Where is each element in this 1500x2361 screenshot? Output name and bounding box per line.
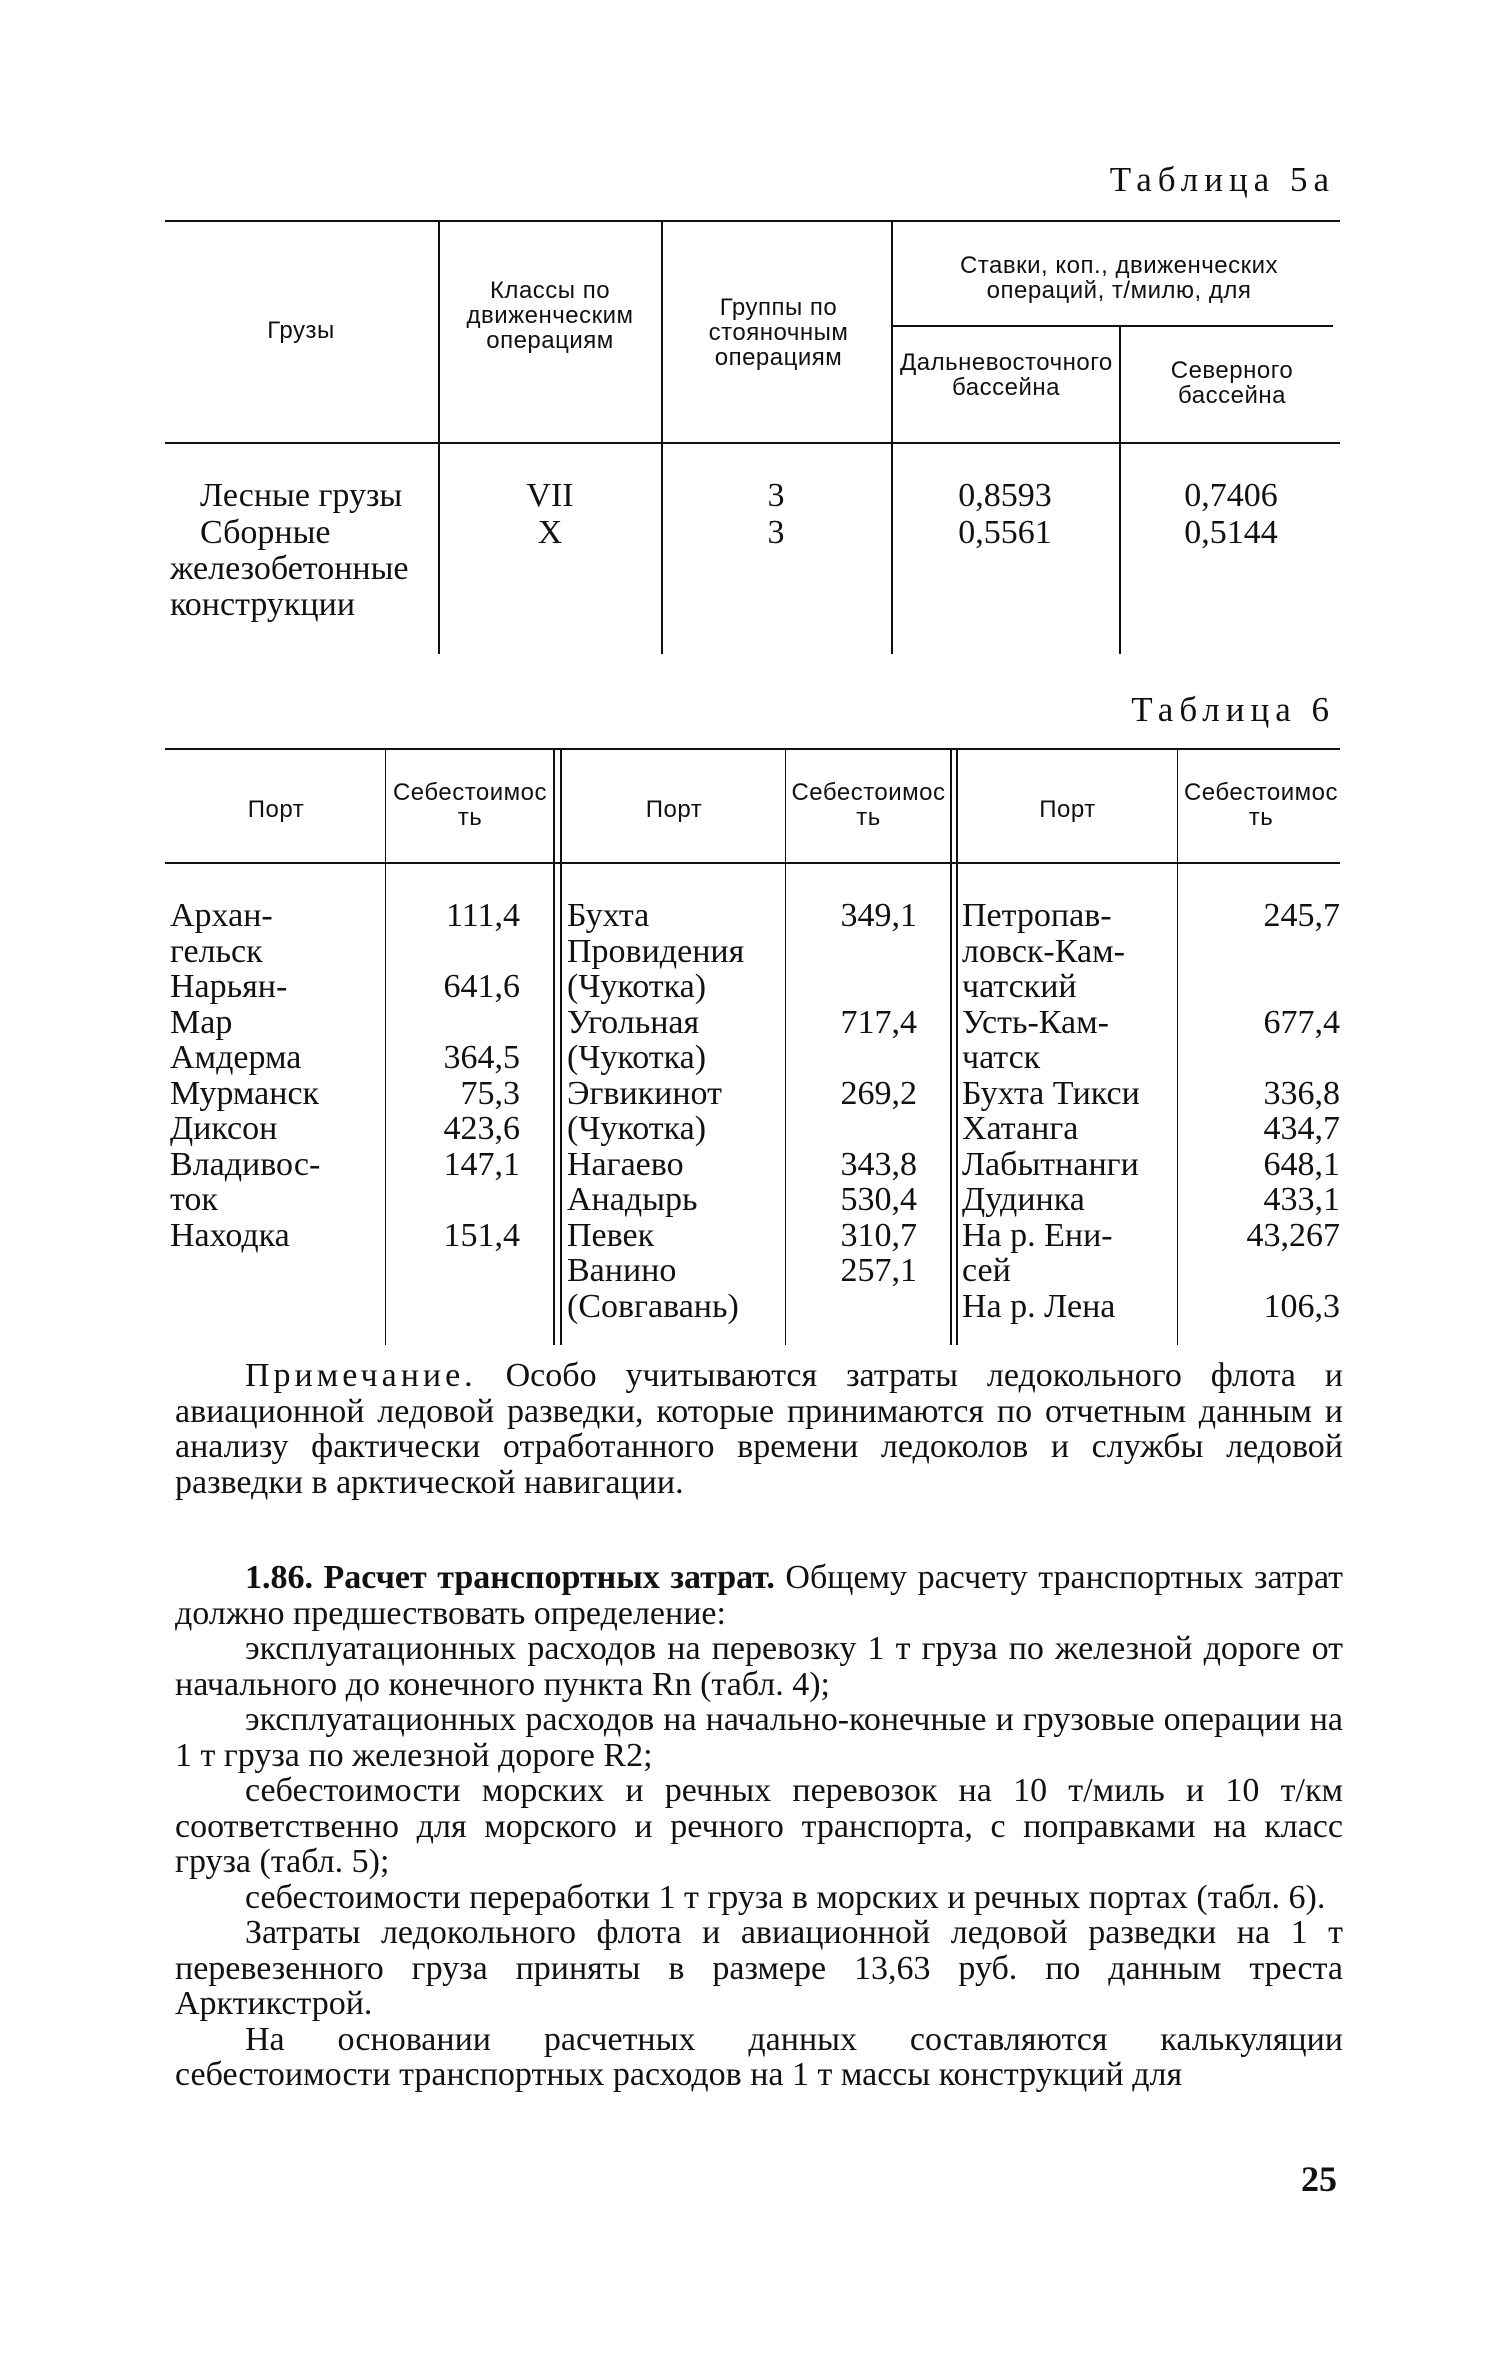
note-label: Примечание.	[245, 1357, 477, 1394]
table6-header-rule	[165, 862, 1340, 864]
table5a-row2-north: 0,5144	[1184, 514, 1278, 551]
table6-port-cell: (Чукотка)	[567, 1110, 707, 1147]
table5a-header-cargo: Грузы	[267, 317, 335, 344]
table6-cost-cell: 310,7	[840, 1216, 917, 1254]
table6-header-port-2: Порт	[645, 796, 703, 823]
table5a-row1-group: 3	[767, 477, 785, 514]
table6-cost-cell: 111,4	[446, 897, 520, 934]
table6-port-cell: Нагаево	[567, 1145, 684, 1183]
table6-col-divider	[553, 750, 555, 1345]
table6-cost-cell	[790, 1111, 917, 1147]
table6-port-cell: Усть-Кам-	[962, 1003, 1109, 1041]
table5a-col-divider	[438, 222, 440, 654]
section-para-1: Затраты ледокольного флота и авиационной ледовой разведки на 1 т перевезенного груза приняты в размере 13,63 руб. по данным треста Арктикстрой.	[175, 1914, 1343, 2022]
table6-cost-cell	[388, 1005, 520, 1041]
table6-cost-cell: 245,7	[1263, 897, 1340, 934]
table6-col-divider	[956, 750, 958, 1345]
table6-header-cost-1: Себестоимость	[392, 779, 548, 831]
table5a-header-parking-group: Группы по стояночным операциям	[708, 294, 849, 371]
table6-cost-cell	[790, 969, 917, 1005]
section-item-4: себестоимости переработки 1 т груза в морских и речных портах (табл. 6).	[245, 1878, 1326, 1916]
table5a-header-north: Северного бассейна	[1170, 357, 1294, 409]
table5a-header-rates: Ставки, коп., движенческих операций, т/милю, для	[959, 252, 1279, 304]
table5a-top-rule	[165, 220, 1340, 222]
table5a-row1-class: VII	[526, 477, 574, 514]
table6-port-cell: Провидения	[567, 932, 745, 970]
table6-port-cell: чатск	[962, 1039, 1041, 1076]
table6-cost-cell: 343,8	[840, 1145, 917, 1183]
table6-cost-cell	[388, 1182, 520, 1218]
table5a-col-divider	[661, 222, 663, 654]
section-title: Расчет транспортных затрат.	[323, 1559, 775, 1596]
note-text: Особо учитываются затраты ледокольного флота и авиационной ледовой разведки, которые принимаются по отчетным данным и анализу фактически отработанного времени ледоколов и службы ледовой разведки в арктической навигации.	[175, 1357, 1343, 1501]
table6-cost-cell: 43,267	[1246, 1216, 1340, 1254]
table6-port-cell: Амдерма	[170, 1039, 302, 1076]
table6-cost-cell	[1182, 1253, 1340, 1289]
table6-col-divider	[950, 750, 952, 1345]
table5a-header-movement-class: Классы по движенческим операциям	[466, 277, 634, 354]
table6-cost-cell: 434,7	[1263, 1110, 1340, 1147]
table6-port-cell: Эгвикинот	[567, 1074, 722, 1112]
table6-port-cell: На р. Лена	[962, 1287, 1116, 1325]
table6-port-cell: Дудинка	[962, 1181, 1085, 1218]
table6-port-cell: Мар	[170, 1003, 233, 1041]
table6-header-port-1: Порт	[247, 796, 305, 823]
section-number: 1.86.	[245, 1559, 313, 1596]
table5a-row1-cargo: Лесные грузы	[200, 477, 403, 514]
table6-port-cell: Угольная	[567, 1003, 700, 1041]
table6-group2-ports	[567, 898, 783, 1324]
table6-cost-cell: 257,1	[840, 1252, 917, 1289]
table6-cost-cell	[1182, 969, 1340, 1005]
table6-port-cell: Бухта Тикси	[962, 1074, 1140, 1112]
table6-port-cell: Владивос-	[170, 1145, 321, 1183]
table6-cost-cell: 433,1	[1263, 1181, 1340, 1218]
table6-cost-cell: 648,1	[1263, 1145, 1340, 1183]
table5a-header-rule	[165, 442, 1340, 444]
table6-port-cell: ловск-Кам-	[962, 932, 1125, 970]
table6-cost-cell: 641,6	[443, 968, 520, 1005]
table6-cost-cell: 147,1	[443, 1145, 520, 1183]
table6-port-cell: ток	[170, 1181, 218, 1218]
note-paragraph	[175, 1358, 1343, 1500]
table6-port-cell: Находка	[170, 1216, 290, 1254]
table6-port-cell: Лабытнанги	[962, 1145, 1139, 1183]
table6-port-cell: гельск	[170, 932, 263, 970]
table6-header-port-3: Порт	[1039, 796, 1096, 823]
table5a-col-divider	[891, 222, 893, 654]
table6-group3-costs	[1182, 898, 1340, 1324]
table6-top-rule	[165, 748, 1340, 750]
table5a-header-far-east: Дальневосточного бассейна	[900, 349, 1113, 401]
table6-cost-cell	[790, 1289, 917, 1325]
table6-cost-cell: 677,4	[1263, 1003, 1340, 1041]
table6-cost-cell: 75,3	[460, 1074, 520, 1112]
table6-port-cell: (Чукотка)	[567, 968, 707, 1005]
table6-col-divider	[385, 750, 386, 1345]
section-intro: Общему расчету транспортных затрат должно предшествовать определение:	[175, 1559, 1344, 1632]
section-item-2: эксплуатационных расходов на начально-конечные и грузовые операции на 1 т груза по железной дороге R2;	[175, 1701, 1343, 1774]
table6-cost-cell: 106,3	[1263, 1287, 1340, 1325]
table6-port-cell: (Совгавань)	[567, 1287, 739, 1325]
table5a-subheader-rule	[893, 325, 1333, 327]
section-para-2: На основании расчетных данных составляются калькуляции себестоимости транспортных расходов на 1 т массы конструкций для	[175, 2020, 1343, 2093]
section-item-1: эксплуатационных расходов на перевозку 1 т груза по железной дороге от начального до конечного пункта Rn (табл. 4);	[175, 1630, 1343, 1703]
table6-cost-cell: 151,4	[443, 1216, 520, 1254]
table6-header-cost-3: Себестоимость	[1183, 779, 1339, 831]
table6-port-cell: Хатанга	[962, 1110, 1079, 1147]
table6-port-cell: чатский	[962, 968, 1077, 1005]
table6-cost-cell: 717,4	[840, 1003, 917, 1041]
table6-cost-cell: 349,1	[840, 897, 917, 934]
table6-port-cell: (Чукотка)	[567, 1039, 707, 1076]
table6-port-cell: Анадырь	[567, 1181, 698, 1218]
section-item-3: себестоимости морских и речных перевозок на 10 т/миль и 10 т/км соответственно для морского и речного транспорта, с поправками на класс груза (табл. 5);	[175, 1772, 1343, 1880]
page-number: 25	[1301, 2159, 1337, 2199]
table6-cost-cell: 364,5	[443, 1039, 520, 1076]
table6-cost-cell: 530,4	[840, 1181, 917, 1218]
table6-group1-costs	[388, 898, 520, 1253]
table5a-row1-north: 0,7406	[1184, 477, 1278, 514]
table6-group1-ports	[170, 898, 382, 1253]
table6-port-cell: Певек	[567, 1216, 655, 1254]
table6-port-cell: сей	[962, 1252, 1011, 1289]
table6-port-cell: Бухта	[567, 897, 650, 934]
table6-group2-costs	[790, 898, 917, 1324]
table6-port-cell: Нарьян-	[170, 968, 288, 1005]
table6-port-cell: На р. Ени-	[962, 1216, 1113, 1254]
table6-cost-cell: 269,2	[840, 1074, 917, 1112]
table5a-row2-group: 3	[767, 514, 785, 551]
table5a-row1-far-east: 0,8593	[958, 477, 1052, 514]
table6-port-cell: Диксон	[170, 1110, 278, 1147]
table5a-row2-cargo: Сборные железобетонные конструкции	[170, 514, 409, 623]
table6-col-divider	[560, 750, 562, 1345]
table5a-caption: Таблица 5а	[1109, 160, 1335, 199]
table6-cost-cell	[790, 1040, 917, 1076]
table5a-row2-class: X	[537, 514, 563, 551]
table6-header-cost-2: Себестоимость	[791, 779, 946, 831]
table6-cost-cell	[1182, 934, 1340, 970]
table6-cost-cell: 336,8	[1263, 1074, 1340, 1112]
table6-port-cell: Мурманск	[170, 1074, 320, 1112]
table6-port-cell: Ванино	[567, 1252, 677, 1289]
table6-cost-cell: 423,6	[443, 1110, 520, 1147]
table6-col-divider	[785, 750, 786, 1345]
table6-port-cell: Петропав-	[962, 897, 1112, 934]
table6-cost-cell	[790, 934, 917, 970]
table6-cost-cell	[1182, 1040, 1340, 1076]
table6-port-cell: Архан-	[170, 897, 273, 934]
table6-group3-ports	[962, 898, 1175, 1324]
table6-caption: Таблица 6	[1131, 690, 1335, 729]
table6-cost-cell	[388, 934, 520, 970]
table5a-row2-far-east: 0,5561	[958, 514, 1052, 551]
table6-col-divider	[1177, 750, 1178, 1345]
section-1-86	[175, 1560, 1343, 2093]
